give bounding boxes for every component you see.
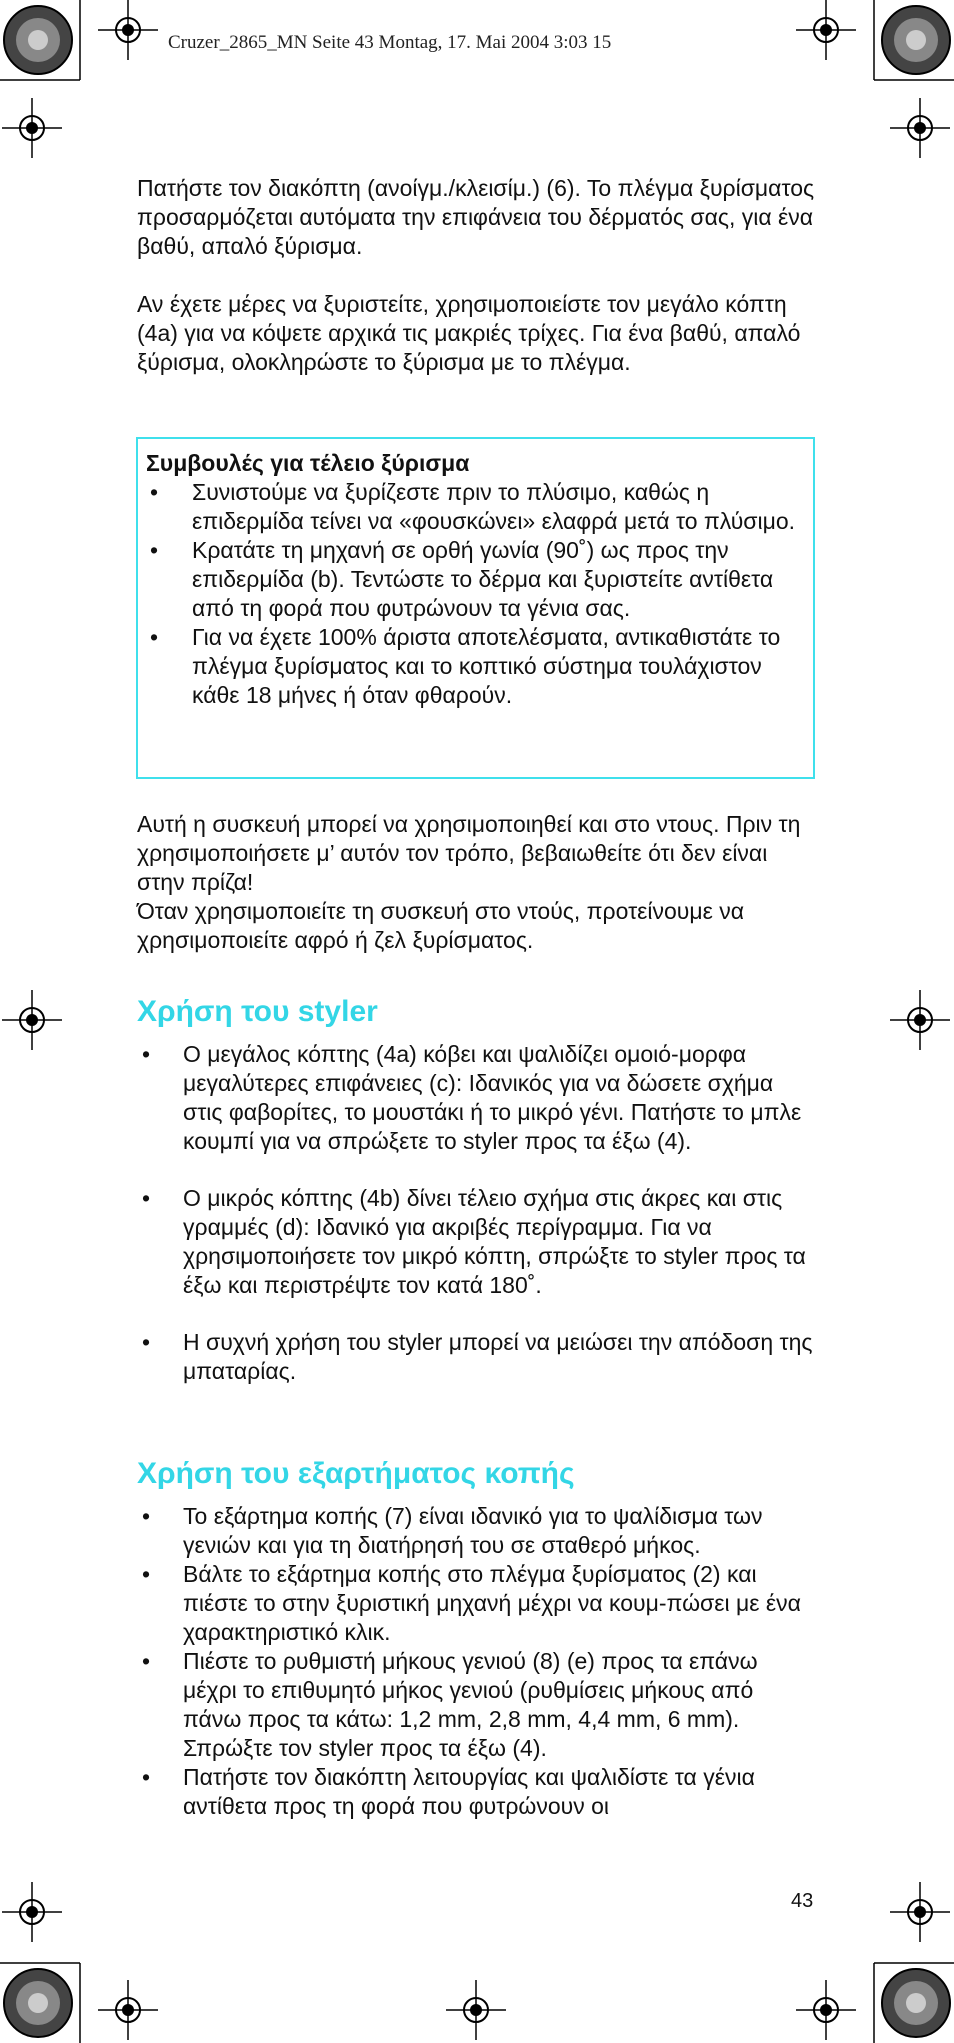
list-item	[137, 1560, 817, 1647]
paragraph: Αυτή η συσκευή μπορεί να χρησιμοποιηθεί και στο ντους. Πριν τη χρησιμοποιήσετε μ’ αυτόν τον τρόπο, βεβαιωθείτε ότι δεν είναι στην πρίζα!	[137, 811, 801, 895]
bullet: •	[150, 624, 159, 650]
list-item	[137, 1184, 817, 1300]
paragraph: Όταν χρησιμοποιείτε τη συσκευή στο ντούς, προτείνουμε να χρησιμοποιείτε αφρό ή ζελ ξυρίσματος.	[137, 898, 745, 953]
list-item	[137, 1328, 817, 1386]
intro-text	[137, 174, 817, 377]
bullet: •	[142, 1503, 151, 1529]
list-item-text: Το εξάρτημα κοπής (7) είναι ιδανικό για το ψαλίδισμα των γενιών και για τη διατήρησή του σε σταθερό μήκος.	[183, 1503, 763, 1558]
list-item-text: Πιέστε το ρυθμιστή μήκους γενιού (8) (e) προς τα επάνω μέχρι το επιθυμητό μήκος γενιού (ρυθμίσεις μήκους από πάνω προς τα κάτω: 1,2 mm, 2,8 mm, 4,4 mm, 6 mm). Σπρώξτε τον styler προς τα έξω (4).	[183, 1648, 758, 1761]
list-item	[137, 1647, 817, 1763]
print-slug: Cruzer_2865_MN Seite 43 Montag, 17. Mai 2004 3:03 15	[168, 32, 612, 53]
list-item	[137, 1502, 817, 1560]
starburst-icon	[882, 1969, 950, 2037]
page-number: 43	[791, 1890, 814, 1912]
list-item-text: Πατήστε τον διακόπτη λειτουργίας και ψαλιδίστε τα γένια αντίθετα προς τη φορά που φυτρώνουν οι	[183, 1764, 755, 1819]
styler-list	[137, 1040, 817, 1414]
list-item-text: Η συχνή χρήση του styler μπορεί να μειώσει την απόδοση της μπαταρίας.	[183, 1329, 813, 1384]
tips-box	[136, 437, 815, 779]
list-item	[146, 478, 803, 536]
list-item	[137, 1763, 817, 1821]
bullet: •	[142, 1329, 151, 1355]
bullet: •	[142, 1648, 151, 1674]
tips-title: Συμβουλές για τέλειο ξύρισμα	[146, 450, 470, 476]
list-item-text: Ο μικρός κόπτης (4b) δίνει τέλειο σχήμα στις άκρες και στις γραμμές (d): Ιδανικό για ακριβές περίγραμμα. Για να χρησιμοποιήσετε τον μικρό κόπτη, σπρώξτε το styler προς τα έξω και περιστρέψτε τον κατά 180˚.	[183, 1185, 806, 1298]
section-title-attachment: Χρήση του εξαρτήματος κοπής	[137, 1457, 575, 1490]
starburst-icon	[4, 1969, 72, 2037]
list-item-text: Συνιστούμε να ξυρίζεστε πριν το πλύσιμο, καθώς η επιδερμίδα τείνει να «φουσκώνει» ελαφρά μετά το πλύσιμο.	[192, 479, 796, 534]
list-item	[146, 623, 803, 710]
bullet: •	[142, 1764, 151, 1790]
paragraph: Αν έχετε μέρες να ξυριστείτε, χρησιμοποιείστε τον μεγάλο κόπτη (4a) για να κόψετε αρχικά τις μακριές τρίχες. Για ένα βαθύ, απαλό ξύρισμα, ολοκληρώστε το ξύρισμα με το πλέγμα.	[137, 291, 801, 375]
attachment-list	[137, 1502, 817, 1821]
bullet: •	[142, 1041, 151, 1067]
bullet: •	[150, 479, 159, 505]
list-item-text: Κρατάτε τη μηχανή σε ορθή γωνία (90˚) ως προς την επιδερμίδα (b). Τεντώστε το δέρμα και ξυριστείτε αντίθετα από τη φορά που φυτρώνουν τα γένια σας.	[192, 537, 774, 621]
list-item	[146, 536, 803, 623]
section-title-styler: Χρήση του styler	[137, 995, 378, 1028]
bullet: •	[142, 1185, 151, 1211]
list-item-text: Για να έχετε 100% άριστα αποτελέσματα, αντικαθιστάτε το πλέγμα ξυρίσματος και το κοπτικό σύστημα τουλάχιστον κάθε 18 μήνες ή όταν φθαρούν.	[192, 624, 781, 708]
starburst-icon	[4, 6, 72, 74]
list-item	[137, 1040, 817, 1156]
tips-list	[146, 478, 803, 710]
starburst-icon	[882, 6, 950, 74]
list-item-text: Ο μεγάλος κόπτης (4a) κόβει και ψαλιδίζει ομοιό-μορφα μεγαλύτερες επιφάνειες (c): Ιδανικός για να δώσετε σχήμα στις φαβορίτες, το μουστάκι ή το μικρό γένι. Πατήστε το μπλε κουμπί για να σπρώξετε το styler προς τα έξω (4).	[183, 1041, 802, 1154]
bullet: •	[142, 1561, 151, 1587]
paragraph: Πατήστε τον διακόπτη (ανοίγμ./κλεισίμ.) (6). Το πλέγμα ξυρίσματος προσαρμόζεται αυτόματα την επιφάνεια του δέρματός σας, για ένα βαθύ, απαλό ξύρισμα.	[137, 175, 815, 259]
bullet: •	[150, 537, 159, 563]
shower-text	[137, 810, 817, 955]
list-item-text: Βάλτε το εξάρτημα κοπής στο πλέγμα ξυρίσματος (2) και πιέστε το στην ξυριστική μηχανή μέχρι να κουμ-πώσει με ένα χαρακτηριστικό κλικ.	[183, 1561, 801, 1645]
